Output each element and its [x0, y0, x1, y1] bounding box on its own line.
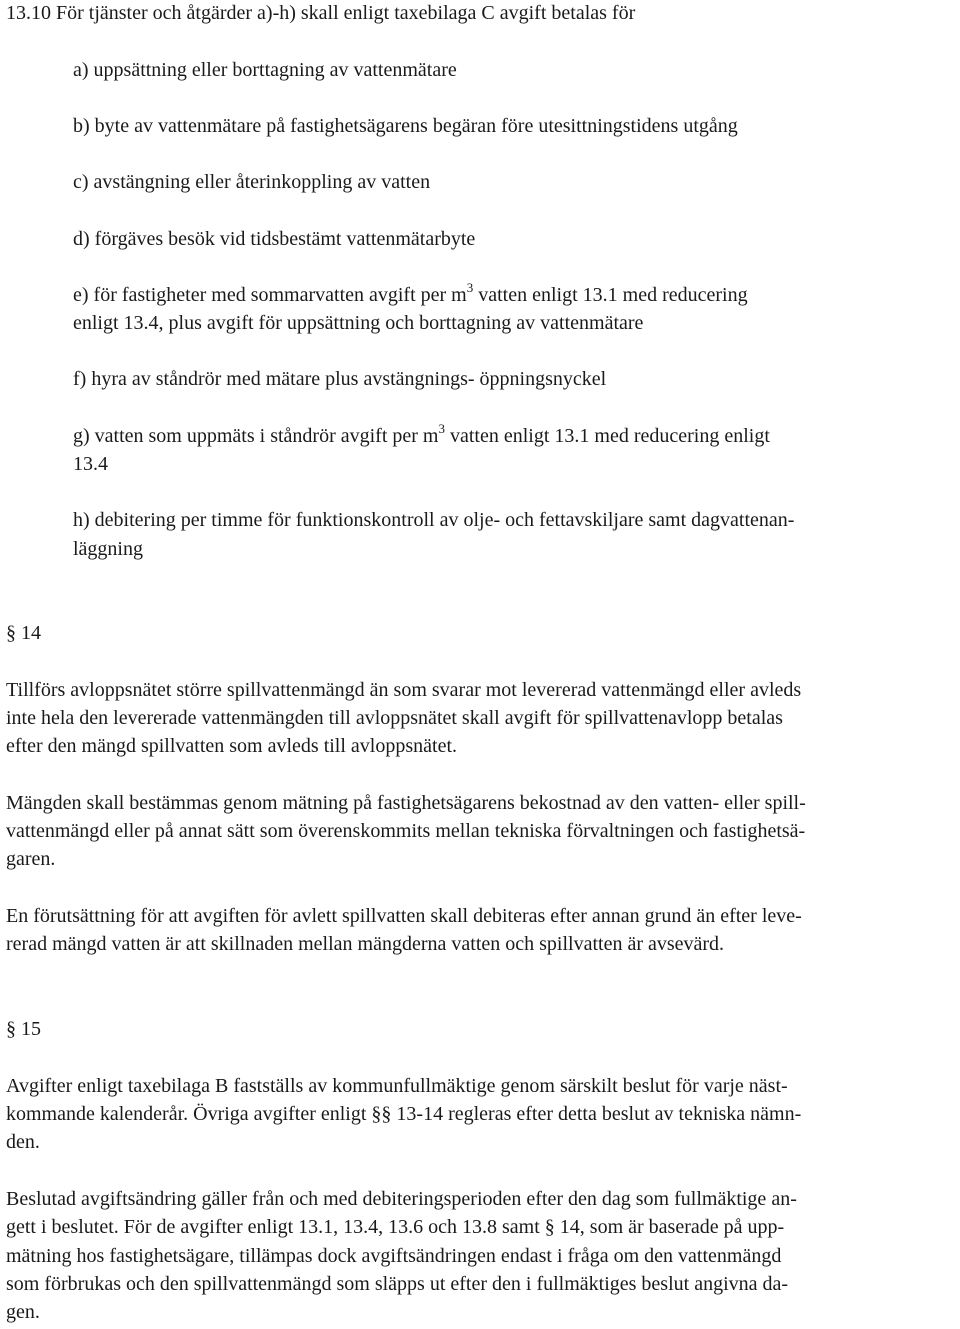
- list-item-g-text-post: vatten enligt 13.1 med reducering enligt: [444, 425, 770, 447]
- section-15-p2-line1: Beslutad avgiftsändring gäller från och med debiteringsperioden efter den dag som fullmäktige an-: [6, 1188, 797, 1210]
- section-14-p1-line2: inte hela den levererade vattenmängden till avloppsnätet skall avgift för spillvattenavlopp betalas: [6, 707, 783, 729]
- list-item-e-text-post: vatten enligt 13.1 med reducering: [473, 284, 748, 306]
- superscript-cubed: 3: [466, 280, 474, 295]
- list-item-h-line2: läggning: [73, 538, 143, 560]
- section-14-heading: § 14: [6, 622, 41, 644]
- list-item-c: c) avstängning eller återinkoppling av vatten: [73, 171, 431, 193]
- section-14-p2-line2: vattenmängd eller på annat sätt som överenskommits mellan tekniska förvaltningen och fastighetsä-: [6, 820, 806, 842]
- list-item-a: a) uppsättning eller borttagning av vattenmätare: [73, 59, 457, 81]
- section-13-10-heading: 13.10 För tjänster och åtgärder a)-h) skall enligt taxebilaga C avgift betalas för: [6, 2, 636, 24]
- list-item-g-text: g) vatten som uppmäts i ståndrör avgift per m: [73, 425, 439, 447]
- section-15-p2-line4: som förbrukas och den spillvattenmängd som släpps ut efter den i fullmäktiges beslut angivna da-: [6, 1273, 789, 1295]
- section-15-p2-line2: gett i beslutet. För de avgifter enligt 13.1, 13.4, 13.6 och 13.8 samt § 14, som är baserade på upp-: [6, 1216, 785, 1238]
- section-15-p1-line1: Avgifter enligt taxebilaga B fastställs av kommunfullmäktige genom särskilt beslut för varje näst-: [6, 1075, 788, 1097]
- list-item-e-line1: [73, 280, 748, 307]
- section-14-p1-line1: Tillförs avloppsnätet större spillvattenmängd än som svarar mot levererad vattenmängd eller avleds: [6, 679, 802, 701]
- list-item-e-line2: enligt 13.4, plus avgift för uppsättning och borttagning av vattenmätare: [73, 312, 644, 334]
- list-item-g-line2: 13.4: [73, 453, 108, 475]
- section-14-p2-line3: garen.: [6, 848, 56, 870]
- list-item-f: f) hyra av ståndrör med mätare plus avstängnings- öppningsnyckel: [73, 368, 607, 390]
- list-item-d: d) förgäves besök vid tidsbestämt vattenmätarbyte: [73, 228, 476, 250]
- section-15-p1-line2: kommande kalenderår. Övriga avgifter enligt §§ 13-14 regleras efter detta beslut av tekniska nämn-: [6, 1103, 802, 1125]
- section-15-p2-line5: gen.: [6, 1301, 40, 1323]
- list-item-b: b) byte av vattenmätare på fastighetsägarens begäran före utesittningstidens utgång: [73, 115, 738, 137]
- section-14-p1-line3: efter den mängd spillvatten som avleds till avloppsnätet.: [6, 735, 458, 757]
- section-14-p3-line1: En förutsättning för att avgiften för avlett spillvatten skall debiteras efter annan grund än efter leve-: [6, 905, 802, 927]
- section-14-p2-line1: Mängden skall bestämmas genom mätning på fastighetsägarens bekostnad av den vatten- eller spill-: [6, 792, 806, 814]
- section-15-p1-line3: den.: [6, 1131, 40, 1153]
- list-item-g-line1: [73, 421, 770, 448]
- section-15-heading: § 15: [6, 1018, 41, 1040]
- section-14-p3-line2: rerad mängd vatten är att skillnaden mellan mängderna vatten och spillvatten är avsevärd.: [6, 933, 725, 955]
- section-15-p2-line3: mätning hos fastighetsägare, tillämpas dock avgiftsändringen endast i fråga om den vattenmängd: [6, 1245, 782, 1267]
- list-item-h-line1: h) debitering per timme för funktionskontroll av olje- och fettavskiljare samt dagvattenan-: [73, 509, 795, 531]
- superscript-cubed: 3: [438, 421, 445, 436]
- list-item-e-text: e) för fastigheter med sommarvatten avgift per m: [73, 284, 467, 306]
